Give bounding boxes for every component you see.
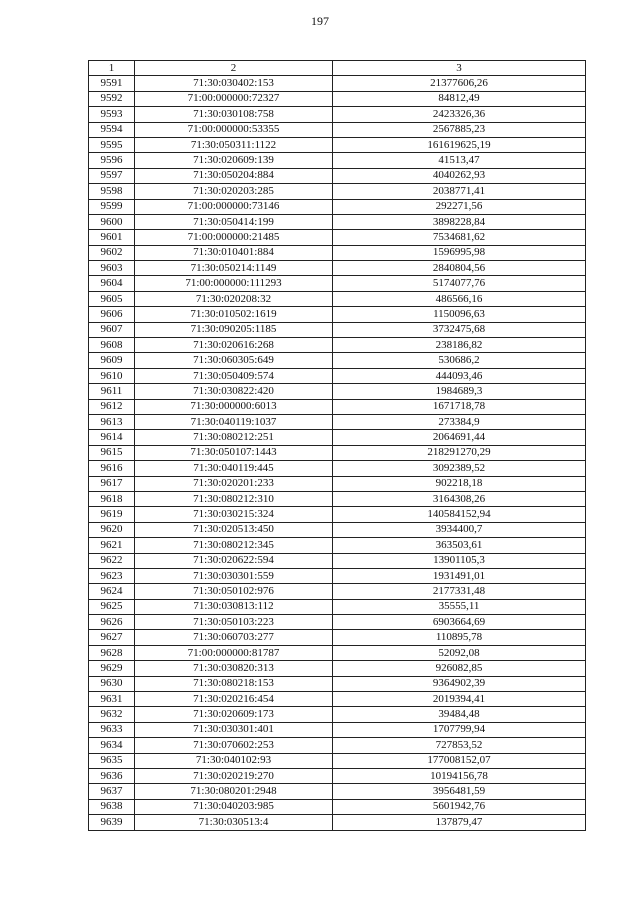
row-number-cell: 9637 bbox=[89, 784, 135, 799]
cadastral-number-cell: 71:30:080212:345 bbox=[135, 538, 333, 553]
cadastral-number-cell: 71:30:080218:153 bbox=[135, 676, 333, 691]
row-number-cell: 9635 bbox=[89, 753, 135, 768]
table-row bbox=[89, 584, 586, 599]
table-row bbox=[89, 522, 586, 537]
table-row bbox=[89, 461, 586, 476]
row-number-cell: 9599 bbox=[89, 199, 135, 214]
row-number-cell: 9631 bbox=[89, 692, 135, 707]
cadastral-number-cell: 71:30:060305:649 bbox=[135, 353, 333, 368]
table-row bbox=[89, 476, 586, 491]
cadastral-number-cell: 71:30:020513:450 bbox=[135, 522, 333, 537]
row-number-cell: 9606 bbox=[89, 307, 135, 322]
value-cell: 1671718,78 bbox=[333, 399, 586, 414]
table-row bbox=[89, 276, 586, 291]
row-number-cell: 9603 bbox=[89, 261, 135, 276]
value-cell: 5174077,76 bbox=[333, 276, 586, 291]
value-cell: 727853,52 bbox=[333, 738, 586, 753]
cadastral-number-cell: 71:30:030301:401 bbox=[135, 722, 333, 737]
value-cell: 13901105,3 bbox=[333, 553, 586, 568]
row-number-cell: 9621 bbox=[89, 538, 135, 553]
table-row bbox=[89, 738, 586, 753]
cadastral-number-cell: 71:00:000000:81787 bbox=[135, 645, 333, 660]
table-row bbox=[89, 214, 586, 229]
row-number-cell: 9620 bbox=[89, 522, 135, 537]
cadastral-number-cell: 71:30:040119:1037 bbox=[135, 414, 333, 429]
table-row bbox=[89, 184, 586, 199]
table-row bbox=[89, 199, 586, 214]
value-cell: 137879,47 bbox=[333, 815, 586, 830]
table-body bbox=[89, 76, 586, 830]
row-number-cell: 9596 bbox=[89, 153, 135, 168]
row-number-cell: 9591 bbox=[89, 76, 135, 91]
cadastral-number-cell: 71:30:050414:199 bbox=[135, 214, 333, 229]
cadastral-number-cell: 71:30:050214:1149 bbox=[135, 261, 333, 276]
table-row bbox=[89, 353, 586, 368]
table-row bbox=[89, 553, 586, 568]
cadastral-number-cell: 71:00:000000:73146 bbox=[135, 199, 333, 214]
cadastral-number-cell: 71:30:020219:270 bbox=[135, 768, 333, 783]
table-row bbox=[89, 307, 586, 322]
row-number-cell: 9626 bbox=[89, 615, 135, 630]
cadastral-number-cell: 71:30:020216:454 bbox=[135, 692, 333, 707]
table-row bbox=[89, 753, 586, 768]
cadastral-number-cell: 71:30:040102:93 bbox=[135, 753, 333, 768]
table-row bbox=[89, 399, 586, 414]
row-number-cell: 9628 bbox=[89, 645, 135, 660]
table-row bbox=[89, 368, 586, 383]
value-cell: 3732475,68 bbox=[333, 322, 586, 337]
value-cell: 238186,82 bbox=[333, 338, 586, 353]
value-cell: 902218,18 bbox=[333, 476, 586, 491]
table-row bbox=[89, 784, 586, 799]
table-row bbox=[89, 615, 586, 630]
row-number-cell: 9613 bbox=[89, 414, 135, 429]
value-cell: 3092389,52 bbox=[333, 461, 586, 476]
row-number-cell: 9600 bbox=[89, 214, 135, 229]
value-cell: 486566,16 bbox=[333, 291, 586, 306]
row-number-cell: 9623 bbox=[89, 568, 135, 583]
value-cell: 3164308,26 bbox=[333, 491, 586, 506]
value-cell: 1150096,63 bbox=[333, 307, 586, 322]
cadastral-number-cell: 71:30:020609:139 bbox=[135, 153, 333, 168]
value-cell: 1984689,3 bbox=[333, 384, 586, 399]
table-row bbox=[89, 230, 586, 245]
row-number-cell: 9639 bbox=[89, 815, 135, 830]
cadastral-number-cell: 71:30:040119:445 bbox=[135, 461, 333, 476]
value-cell: 2423326,36 bbox=[333, 107, 586, 122]
table-row bbox=[89, 568, 586, 583]
table-row bbox=[89, 384, 586, 399]
row-number-cell: 9615 bbox=[89, 445, 135, 460]
cadastral-number-cell: 71:30:010401:884 bbox=[135, 245, 333, 260]
table-row bbox=[89, 799, 586, 814]
cadastral-number-cell: 71:30:080201:2948 bbox=[135, 784, 333, 799]
row-number-cell: 9614 bbox=[89, 430, 135, 445]
value-cell: 35555,11 bbox=[333, 599, 586, 614]
row-number-cell: 9634 bbox=[89, 738, 135, 753]
cadastral-number-cell: 71:00:000000:21485 bbox=[135, 230, 333, 245]
value-cell: 2038771,41 bbox=[333, 184, 586, 199]
cadastral-number-cell: 71:30:050204:884 bbox=[135, 168, 333, 183]
row-number-cell: 9622 bbox=[89, 553, 135, 568]
cadastral-number-cell: 71:30:060703:277 bbox=[135, 630, 333, 645]
row-number-cell: 9632 bbox=[89, 707, 135, 722]
cadastral-number-cell: 71:30:030513:4 bbox=[135, 815, 333, 830]
cadastral-number-cell: 71:30:070602:253 bbox=[135, 738, 333, 753]
value-cell: 177008152,07 bbox=[333, 753, 586, 768]
table-row bbox=[89, 245, 586, 260]
table-row bbox=[89, 692, 586, 707]
value-cell: 530686,2 bbox=[333, 353, 586, 368]
table-row bbox=[89, 507, 586, 522]
value-cell: 363503,61 bbox=[333, 538, 586, 553]
cadastral-number-cell: 71:30:030301:559 bbox=[135, 568, 333, 583]
table-row bbox=[89, 338, 586, 353]
row-number-cell: 9638 bbox=[89, 799, 135, 814]
cadastral-number-cell: 71:30:010502:1619 bbox=[135, 307, 333, 322]
table-row bbox=[89, 322, 586, 337]
cadastral-number-cell: 71:00:000000:111293 bbox=[135, 276, 333, 291]
value-cell: 926082,85 bbox=[333, 661, 586, 676]
table-row bbox=[89, 491, 586, 506]
value-cell: 5601942,76 bbox=[333, 799, 586, 814]
cadastral-number-cell: 71:30:030820:313 bbox=[135, 661, 333, 676]
row-number-cell: 9605 bbox=[89, 291, 135, 306]
row-number-cell: 9593 bbox=[89, 107, 135, 122]
row-number-cell: 9604 bbox=[89, 276, 135, 291]
row-number-cell: 9625 bbox=[89, 599, 135, 614]
value-cell: 52092,08 bbox=[333, 645, 586, 660]
table-row bbox=[89, 414, 586, 429]
column-header-value: 3 bbox=[333, 61, 586, 76]
value-cell: 6903664,69 bbox=[333, 615, 586, 630]
table-row bbox=[89, 445, 586, 460]
row-number-cell: 9610 bbox=[89, 368, 135, 383]
table-row bbox=[89, 430, 586, 445]
cadastral-number-cell: 71:30:050311:1122 bbox=[135, 137, 333, 152]
row-number-cell: 9612 bbox=[89, 399, 135, 414]
cadastral-number-cell: 71:30:020622:594 bbox=[135, 553, 333, 568]
table-row bbox=[89, 168, 586, 183]
cadastral-number-cell: 71:30:090205:1185 bbox=[135, 322, 333, 337]
cadastral-number-cell: 71:30:030813:112 bbox=[135, 599, 333, 614]
value-cell: 444093,46 bbox=[333, 368, 586, 383]
value-cell: 84812,49 bbox=[333, 91, 586, 106]
cadastral-number-cell: 71:30:080212:251 bbox=[135, 430, 333, 445]
value-cell: 21377606,26 bbox=[333, 76, 586, 91]
value-cell: 4040262,93 bbox=[333, 168, 586, 183]
cadastral-number-cell: 71:30:020201:233 bbox=[135, 476, 333, 491]
value-cell: 7534681,62 bbox=[333, 230, 586, 245]
cadastral-number-cell: 71:30:050102:976 bbox=[135, 584, 333, 599]
registry-table bbox=[88, 60, 586, 831]
row-number-cell: 9595 bbox=[89, 137, 135, 152]
value-cell: 3956481,59 bbox=[333, 784, 586, 799]
value-cell: 140584152,94 bbox=[333, 507, 586, 522]
cadastral-number-cell: 71:30:030215:324 bbox=[135, 507, 333, 522]
row-number-cell: 9630 bbox=[89, 676, 135, 691]
row-number-cell: 9592 bbox=[89, 91, 135, 106]
value-cell: 161619625,19 bbox=[333, 137, 586, 152]
table-row bbox=[89, 676, 586, 691]
table-row bbox=[89, 815, 586, 830]
row-number-cell: 9607 bbox=[89, 322, 135, 337]
row-number-cell: 9608 bbox=[89, 338, 135, 353]
cadastral-number-cell: 71:30:040203:985 bbox=[135, 799, 333, 814]
table-row bbox=[89, 722, 586, 737]
row-number-cell: 9602 bbox=[89, 245, 135, 260]
table-row bbox=[89, 107, 586, 122]
column-header-cadastral-number: 2 bbox=[135, 61, 333, 76]
value-cell: 1707799,94 bbox=[333, 722, 586, 737]
cadastral-number-cell: 71:30:050103:223 bbox=[135, 615, 333, 630]
table-row bbox=[89, 153, 586, 168]
row-number-cell: 9601 bbox=[89, 230, 135, 245]
table-row bbox=[89, 538, 586, 553]
row-number-cell: 9594 bbox=[89, 122, 135, 137]
value-cell: 3898228,84 bbox=[333, 214, 586, 229]
cadastral-number-cell: 71:30:030108:758 bbox=[135, 107, 333, 122]
table-row bbox=[89, 137, 586, 152]
table-row bbox=[89, 91, 586, 106]
table-row bbox=[89, 661, 586, 676]
cadastral-number-cell: 71:30:030402:153 bbox=[135, 76, 333, 91]
value-cell: 2567885,23 bbox=[333, 122, 586, 137]
value-cell: 1931491,01 bbox=[333, 568, 586, 583]
value-cell: 2840804,56 bbox=[333, 261, 586, 276]
cadastral-number-cell: 71:30:050107:1443 bbox=[135, 445, 333, 460]
row-number-cell: 9627 bbox=[89, 630, 135, 645]
row-number-cell: 9636 bbox=[89, 768, 135, 783]
table-row bbox=[89, 645, 586, 660]
cadastral-number-cell: 71:30:080212:310 bbox=[135, 491, 333, 506]
value-cell: 9364902,39 bbox=[333, 676, 586, 691]
value-cell: 2177331,48 bbox=[333, 584, 586, 599]
value-cell: 3934400,7 bbox=[333, 522, 586, 537]
page-number: 197 bbox=[311, 14, 329, 28]
row-number-cell: 9633 bbox=[89, 722, 135, 737]
value-cell: 273384,9 bbox=[333, 414, 586, 429]
value-cell: 1596995,98 bbox=[333, 245, 586, 260]
value-cell: 39484,48 bbox=[333, 707, 586, 722]
row-number-cell: 9611 bbox=[89, 384, 135, 399]
row-number-cell: 9598 bbox=[89, 184, 135, 199]
row-number-cell: 9616 bbox=[89, 461, 135, 476]
row-number-cell: 9629 bbox=[89, 661, 135, 676]
table-row bbox=[89, 76, 586, 91]
value-cell: 2019394,41 bbox=[333, 692, 586, 707]
value-cell: 218291270,29 bbox=[333, 445, 586, 460]
cadastral-number-cell: 71:30:030822:420 bbox=[135, 384, 333, 399]
cadastral-number-cell: 71:00:000000:53355 bbox=[135, 122, 333, 137]
value-cell: 10194156,78 bbox=[333, 768, 586, 783]
row-number-cell: 9609 bbox=[89, 353, 135, 368]
row-number-cell: 9619 bbox=[89, 507, 135, 522]
cadastral-number-cell: 71:00:000000:72327 bbox=[135, 91, 333, 106]
value-cell: 41513,47 bbox=[333, 153, 586, 168]
table-row bbox=[89, 768, 586, 783]
table-header-row bbox=[89, 61, 586, 76]
table-row bbox=[89, 291, 586, 306]
row-number-cell: 9597 bbox=[89, 168, 135, 183]
cadastral-number-cell: 71:30:020609:173 bbox=[135, 707, 333, 722]
row-number-cell: 9617 bbox=[89, 476, 135, 491]
cadastral-number-cell: 71:30:020616:268 bbox=[135, 338, 333, 353]
row-number-cell: 9618 bbox=[89, 491, 135, 506]
table-row bbox=[89, 630, 586, 645]
cadastral-number-cell: 71:30:050409:574 bbox=[135, 368, 333, 383]
row-number-cell: 9624 bbox=[89, 584, 135, 599]
cadastral-number-cell: 71:30:000000:6013 bbox=[135, 399, 333, 414]
table-row bbox=[89, 261, 586, 276]
table-row bbox=[89, 122, 586, 137]
value-cell: 110895,78 bbox=[333, 630, 586, 645]
value-cell: 2064691,44 bbox=[333, 430, 586, 445]
value-cell: 292271,56 bbox=[333, 199, 586, 214]
table-row bbox=[89, 599, 586, 614]
table-row bbox=[89, 707, 586, 722]
cadastral-number-cell: 71:30:020203:285 bbox=[135, 184, 333, 199]
cadastral-number-cell: 71:30:020208:32 bbox=[135, 291, 333, 306]
column-header-number: 1 bbox=[89, 61, 135, 76]
